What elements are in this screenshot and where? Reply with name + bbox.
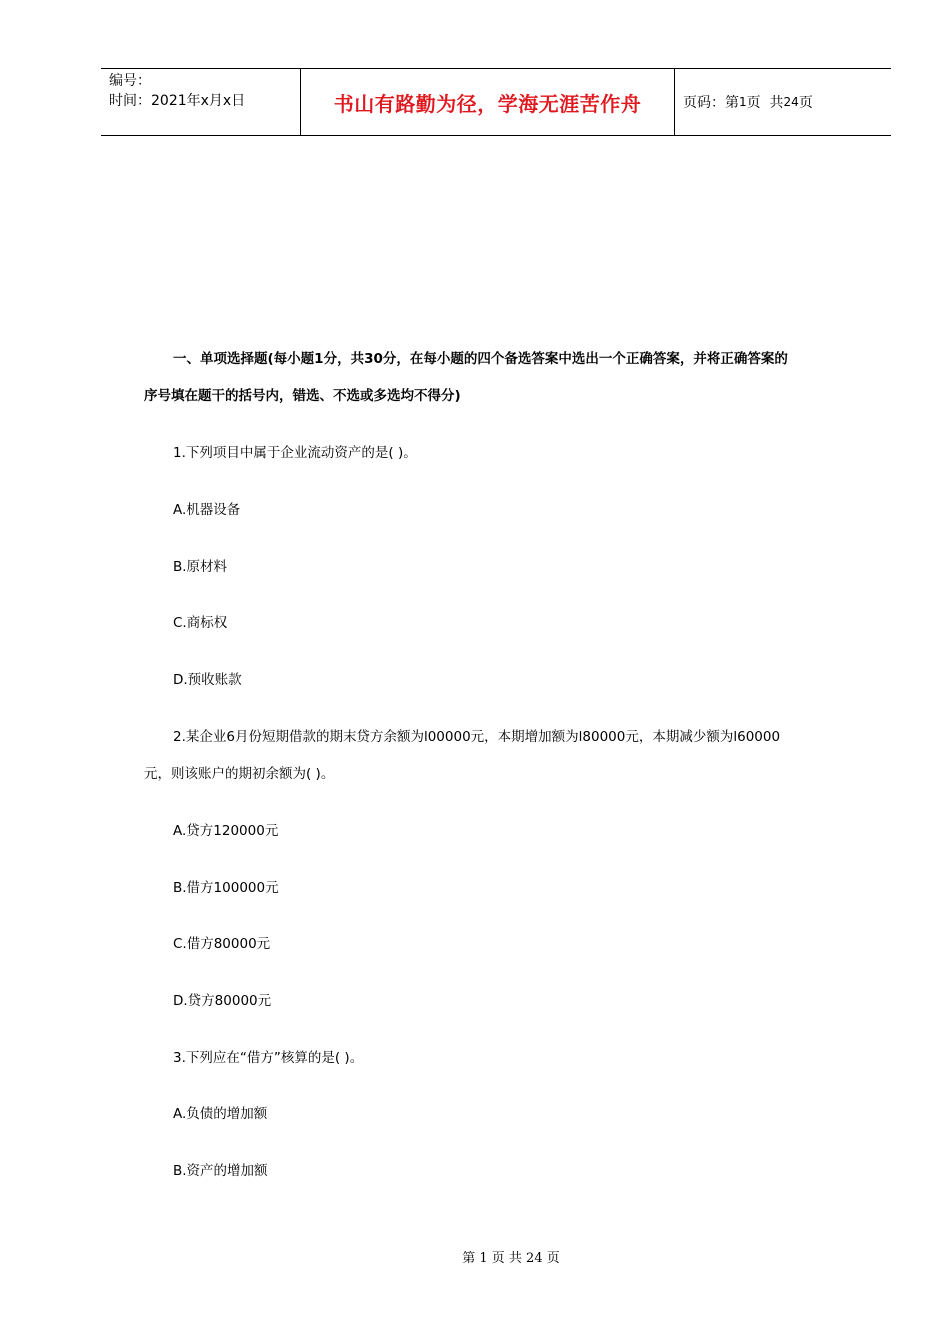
time-label: 时间：2021年x月x日 bbox=[109, 93, 246, 109]
question-1-stem: 1.下列项目中属于企业流动资产的是( )。 bbox=[173, 445, 417, 461]
page-label: 页码：第 bbox=[683, 95, 739, 111]
page-total: 24 bbox=[783, 95, 799, 109]
header-motto: 书山有路勤为径，学海无涯苦作舟 bbox=[301, 69, 675, 135]
question-1-option-b: B.原材料 bbox=[173, 559, 228, 575]
page-end: 页 bbox=[798, 95, 813, 111]
question-2-option-b: B.借方100000元 bbox=[173, 880, 279, 896]
header-meta bbox=[101, 69, 301, 135]
question-3-option-a: A.负债的增加额 bbox=[173, 1106, 268, 1122]
header-page-info bbox=[675, 69, 891, 135]
page-mid: 页 共 bbox=[746, 95, 784, 111]
question-1-option-a: A.机器设备 bbox=[173, 502, 241, 518]
section-title-line2: 序号填在题干的括号内，错选、不选或多选均不得分) bbox=[144, 388, 461, 404]
question-1-option-d: D.预收账款 bbox=[173, 672, 242, 688]
page-footer: 第 1 页 共 24 页 bbox=[462, 1251, 560, 1266]
page-header bbox=[101, 68, 891, 136]
question-1-option-c: C.商标权 bbox=[173, 615, 228, 631]
serial-label: 编号： bbox=[109, 73, 151, 89]
question-3-stem: 3.下列应在“借方”核算的是( )。 bbox=[173, 1050, 364, 1066]
question-2-option-a: A.贷方120000元 bbox=[173, 823, 279, 839]
section-title-line1: 一、单项选择题(每小题1分，共30分，在每小题的四个备选答案中选出一个正确答案，并将正确答案的 bbox=[173, 351, 788, 367]
question-2-stem-line1: 2.某企业6月份短期借款的期末贷方余额为l00000元，本期增加额为l80000元，本期减少额为l60000 bbox=[173, 729, 781, 745]
question-3-option-b: B.资产的增加额 bbox=[173, 1163, 268, 1179]
question-2-option-c: C.借方80000元 bbox=[173, 936, 271, 952]
page-number: 1 bbox=[739, 95, 747, 109]
question-2-stem-line2: 元，则该账户的期初余额为( )。 bbox=[144, 766, 335, 782]
question-2-option-d: D.贷方80000元 bbox=[173, 993, 272, 1009]
